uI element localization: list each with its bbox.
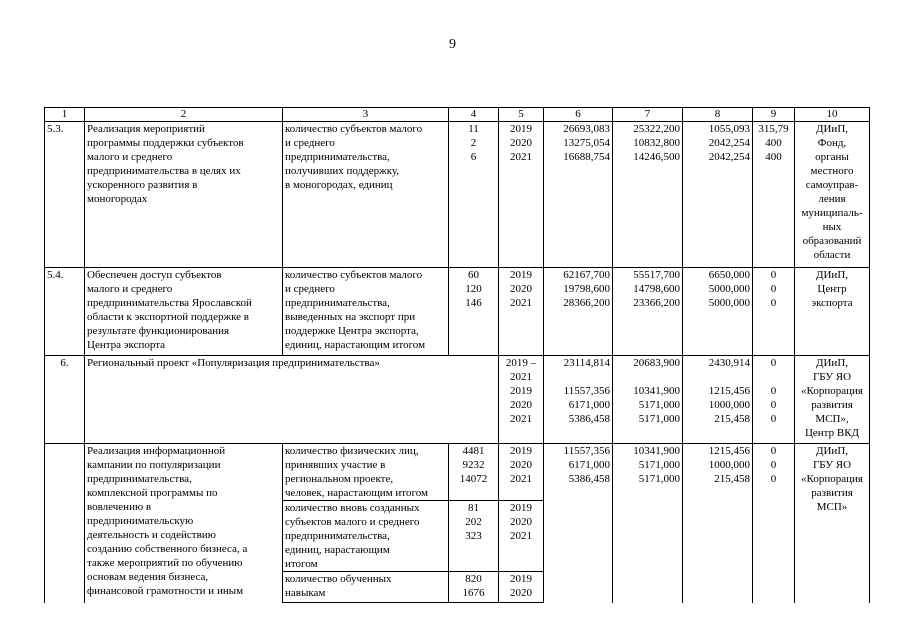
row-number: 5.3. (45, 122, 85, 268)
local-funding: 0 0 0 (753, 444, 795, 603)
total-funding: 11557,356 6171,000 5386,458 (544, 444, 613, 603)
regional-funding: 1215,456 1000,000 215,458 (683, 444, 753, 603)
col-header: 2 (85, 108, 283, 122)
federal-funding: 25322,200 10832,800 14246,500 (613, 122, 683, 268)
table-row (45, 268, 870, 356)
local-funding: 315,79 400 400 (753, 122, 795, 268)
col-header: 3 (283, 108, 449, 122)
col-header: 10 (795, 108, 870, 122)
executor: ДИиП, Фонд, органы местного самоуправ- ления муниципаль- ных образований области (795, 122, 870, 268)
executor: ДИиП, ГБУ ЯО «Корпорация развития МСП» (795, 444, 870, 603)
col-header: 6 (544, 108, 613, 122)
col-header: 8 (683, 108, 753, 122)
indicator-name: количество физических лиц, принявших участие в региональном проекте, человек, нарастающим итогом (283, 444, 449, 501)
years: 2019 2020 2021 (499, 268, 544, 356)
indicator-values: 81 202 323 (449, 501, 499, 572)
col-header: 7 (613, 108, 683, 122)
col-header: 9 (753, 108, 795, 122)
executor: ДИиП, ГБУ ЯО «Корпорация развития МСП», Центр ВКД (795, 356, 870, 444)
local-funding: 0 0 0 0 (753, 356, 795, 444)
total-funding: 26693,083 13275,054 16688,754 (544, 122, 613, 268)
regional-funding: 1055,093 2042,254 2042,254 (683, 122, 753, 268)
table-row (45, 444, 870, 501)
indicator-name: количество субъектов малого и среднего предпринимательства, выведенных на экспорт при поддержке Центра экспорта, единиц, нарастающим итогом (283, 268, 449, 356)
total-funding: 62167,700 19798,600 28366,200 (544, 268, 613, 356)
row-number: 5.4. (45, 268, 85, 356)
row-number: 6. (45, 356, 85, 444)
header-row (45, 108, 870, 122)
indicator-values: 60 120 146 (449, 268, 499, 356)
col-header: 5 (499, 108, 544, 122)
regional-funding: 6650,000 5000,000 5000,000 (683, 268, 753, 356)
federal-funding: 55517,700 14798,600 23366,200 (613, 268, 683, 356)
regional-funding: 2430,914 1215,456 1000,000 215,458 (683, 356, 753, 444)
indicator-values: 4481 9232 14072 (449, 444, 499, 501)
indicator-values: 820 1676 (449, 572, 499, 603)
indicator-name: количество обученных навыкам (283, 572, 449, 603)
table-row (45, 356, 870, 444)
col-header: 4 (449, 108, 499, 122)
page-number: 9 (449, 37, 456, 52)
federal-funding: 20683,900 10341,900 5171,000 5171,000 (613, 356, 683, 444)
row-number (45, 444, 85, 603)
measure-name: Обеспечен доступ субъектов малого и среднего предпринимательства Ярославской области к экспортной поддержке в результате функционирования Центра экспорта (85, 268, 283, 356)
indicator-name: количество субъектов малого и среднего предпринимательства, получивших поддержку, в моногородах, единиц (283, 122, 449, 268)
years: 2019 2020 2021 (499, 444, 544, 501)
table-row (45, 122, 870, 268)
measure-name: Реализация информационной кампании по популяризации предпринимательства, комплексной программы по вовлечению в предпринимательскую деятельность и содействию созданию собственного бизнеса, а также мероприятий по обучению основам ведения бизнеса, финансовой грамотности и иным (85, 444, 283, 603)
executor: ДИиП, Центр экспорта (795, 268, 870, 356)
project-name: Региональный проект «Популяризация предпринимательства» (85, 356, 499, 444)
measure-name: Реализация мероприятий программы поддержки субъектов малого и среднего предпринимательства в целях их ускоренного развития в моногородах (85, 122, 283, 268)
years: 2019 2020 2021 (499, 501, 544, 572)
federal-funding: 10341,900 5171,000 5171,000 (613, 444, 683, 603)
col-header: 1 (45, 108, 85, 122)
years: 2019 – 2021 2019 2020 2021 (499, 356, 544, 444)
local-funding: 0 0 0 (753, 268, 795, 356)
years: 2019 2020 2021 (499, 122, 544, 268)
program-table (44, 107, 870, 603)
indicator-values: 11 2 6 (449, 122, 499, 268)
total-funding: 23114,814 11557,356 6171,000 5386,458 (544, 356, 613, 444)
indicator-name: количество вновь созданных субъектов малого и среднего предпринимательства, единиц, нарастающим итогом (283, 501, 449, 572)
years: 2019 2020 (499, 572, 544, 603)
